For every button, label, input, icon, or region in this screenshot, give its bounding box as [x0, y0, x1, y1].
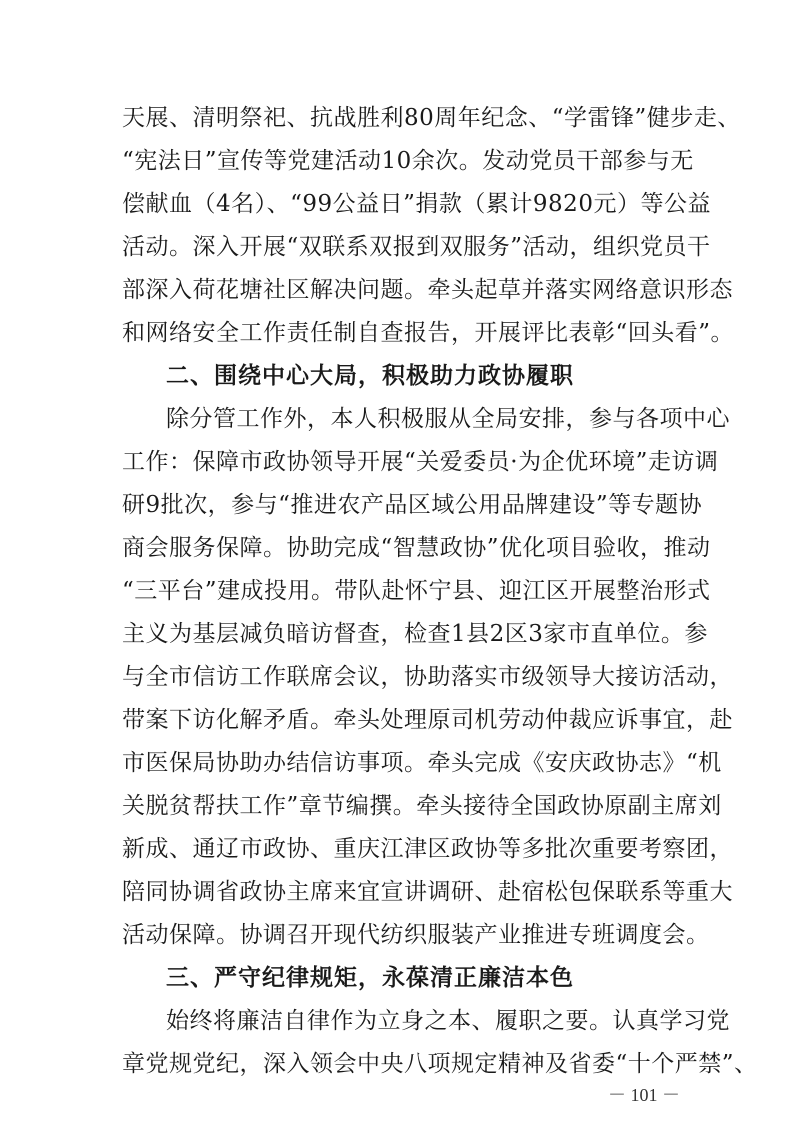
body-text-line: 关脱贫帮扶工作”章节编撰。牵头接待全国政协原副主席刘 [122, 793, 722, 819]
body-text-line: 商会服务保障。协助完成“智慧政协”优化项目验收，推动 [122, 535, 711, 561]
body-text-line: 工作：保障市政协领导开展“关爱委员·为企优环境”走访调 [122, 449, 719, 475]
body-text-line: “宪法日”宣传等党建活动10余次。发动党员干部参与无 [122, 148, 694, 174]
body-text-line: 新成、通辽市政协、重庆江津区政协等多批次重要考察团， [122, 836, 733, 862]
body-text-line: 与全市信访工作联席会议，协助落实市级领导大接访活动， [122, 664, 733, 690]
page-number: － 101 － [608, 1085, 680, 1105]
body-text-line: “三平台”建成投用。带队赴怀宁县、迎江区开展整治形式 [122, 578, 711, 604]
body-text-line: 偿献血（4名）、“99公益日”捐款（累计9820元）等公益 [122, 191, 711, 217]
body-text-line: 始终将廉洁自律作为立身之本、履职之要。认真学习党 [166, 1008, 730, 1034]
body-text-line: 除分管工作外，本人积极服从全局安排，参与各项中心 [166, 406, 730, 432]
body-text-line: 陪同协调省政协主席来宜宣讲调研、赴宿松包保联系等重大 [122, 879, 733, 905]
body-text-line: 部深入荷花塘社区解决问题。牵头起草并落实网络意识形态 [122, 277, 733, 303]
body-text-line: 章党规党纪，深入领会中央八项规定精神及省委“十个严禁”、 [122, 1051, 758, 1077]
body-text-line: 市医保局协助办结信访事项。牵头完成《安庆政协志》“机 [122, 750, 722, 776]
body-text-line: 活动保障。协调召开现代纺织服装产业推进专班调度会。 [122, 922, 710, 948]
body-text-line: 研9批次，参与“推进农产品区域公用品牌建设”等专题协 [122, 492, 703, 518]
section-heading: 三、严守纪律规矩，永葆清正廉洁本色 [166, 965, 574, 991]
body-text-line: 活动。深入开展“双联系双报到双服务”活动，组织党员干 [122, 234, 711, 260]
section-heading: 二、围绕中心大局，积极助力政协履职 [166, 363, 574, 389]
body-text-line: 主义为基层减负暗访督查，检查1县2区3家市直单位。参 [122, 621, 708, 647]
body-text-line: 天展、清明祭祀、抗战胜利80周年纪念、“学雷锋”健步走、 [122, 105, 741, 131]
body-text-line: 带案下访化解矛盾。牵头处理原司机劳动仲裁应诉事宜，赴 [122, 707, 733, 733]
body-text-line: 和网络安全工作责任制自查报告，开展评比表彰“回头看”。 [122, 320, 735, 346]
